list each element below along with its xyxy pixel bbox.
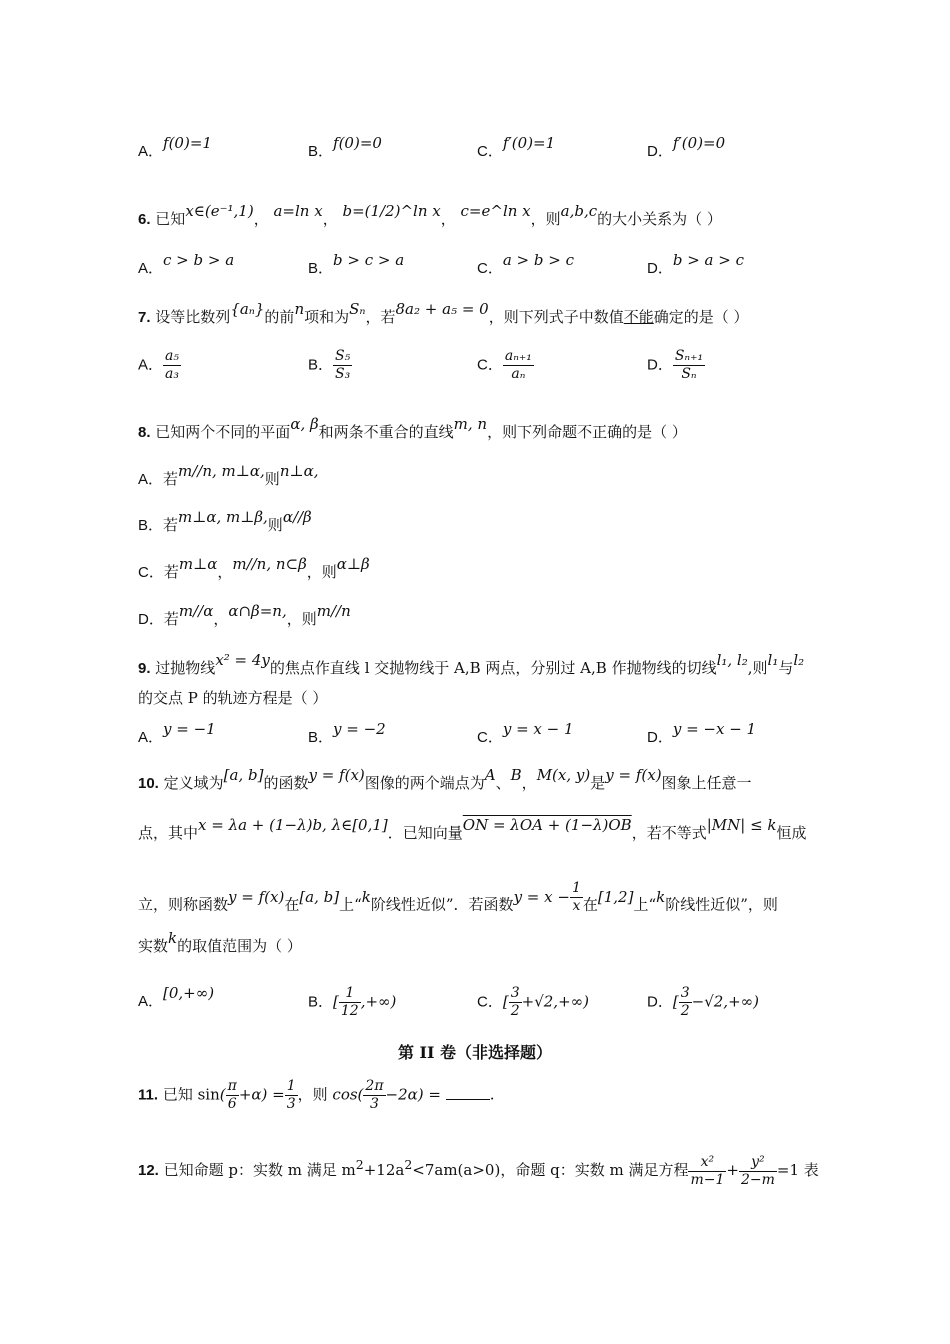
math-expression: n [294,300,305,318]
option-label: C． [477,260,503,277]
question-text: <7am(a>0)，命题 q：实数 m 满足方程 [412,1161,689,1179]
option-label: A． [138,993,164,1010]
math-expression: x = λa + (1−λ)b, λ∈[0,1] [198,816,388,834]
math-expression: ( [219,1085,226,1104]
question-12 [138,1148,820,1189]
denominator: S₃ [335,366,351,382]
q9-option-a [138,720,216,747]
option-expression: y = −1 [163,720,216,738]
question-text: 已知 sin [162,1085,220,1104]
option-expression: f′(0)=0 [672,134,726,152]
question-text: 的取值范围为（ ） [177,937,302,955]
question-text: ，则下列式子中数值 [488,308,624,326]
q6-option-b [308,251,405,278]
question-10-line-2 [138,816,820,844]
numerator: 3 [680,985,690,1001]
question-text: 恒成 [776,824,807,842]
question-8 [138,415,820,444]
option-expression: c > b > a [163,251,235,269]
math-expression: [a, b] [299,887,340,906]
question-text: 项和为 [304,308,350,326]
fraction [363,1078,385,1113]
denominator: Sₙ [681,366,697,382]
question-text: 的函数 [263,774,309,792]
option-expression: f′(0)=1 [502,134,556,152]
numerator: S₅ [335,348,351,364]
option-label: A． [138,356,164,374]
option-expression: −√2,+∞) [691,992,759,1011]
math-expression: k [361,887,371,906]
numerator: π [227,1078,237,1094]
question-text: 上“ [339,895,362,914]
q6-option-c [477,251,574,278]
option-expression: y = −x − 1 [672,720,757,738]
option-expression: y = −2 [333,720,386,738]
question-text: 的大小关系为（ ） [597,210,722,228]
option-label: C． [477,143,503,160]
option-expression: [ [672,992,679,1011]
question-text: 在 [582,895,598,914]
math-expression: y = f(x) [308,766,365,784]
question-11 [138,1078,820,1113]
fraction [163,348,181,383]
math-expression: y = x − [513,887,570,906]
question-text: 的交点 P 的轨迹方程是（ ） [138,689,328,707]
question-text: 定义域为 [163,774,224,792]
numerator: x² [688,1154,726,1172]
option-label: D． [647,729,673,746]
math-expression: +α) = [238,1085,285,1104]
numerator: 2π [365,1078,384,1094]
question-text: ．已知向量 [387,824,463,842]
q7-option-c [477,348,534,383]
math-expression: {aₙ} [230,300,265,318]
math-expression: α⊥β [336,555,370,573]
math-expression: x∈(e⁻¹,1) [185,202,254,220]
q7-option-d [647,348,705,383]
numerator: a₅ [165,348,179,364]
question-number: 11. [138,1086,159,1104]
question-text: 与 [778,659,794,677]
math-expression: [a, b] [223,766,264,784]
operator: + [726,1161,739,1179]
question-10 [138,766,820,795]
denominator: m−1 [690,1171,725,1188]
denominator: 2−m [740,1171,775,1188]
denominator: a₃ [165,366,179,382]
option-text: ，则 [286,610,317,628]
q7-option-b [308,348,352,383]
q9-option-d [647,720,757,747]
math-expression: A [484,766,496,784]
question-text: 的前 [264,308,295,326]
underlined-text: 不能 [623,308,654,326]
option-expression: [ [333,992,339,1011]
fraction [226,1078,239,1113]
question-7 [138,300,820,329]
question-10-line-4 [138,929,820,957]
math-expression: M(x, y) [536,766,591,784]
q8-option-a [138,462,820,491]
option-text: 若 [163,563,179,581]
question-text: 、 [495,774,511,792]
q6-option-d [647,251,744,278]
question-number: 8. [138,424,151,441]
fraction [570,880,583,915]
superscript: 2 [404,1157,413,1172]
fraction [688,1154,726,1189]
fraction [679,985,692,1020]
q9-option-b [308,720,386,747]
question-9 [138,651,820,680]
option-expression: [ [502,992,509,1011]
option-label: C． [138,564,164,581]
question-text: 已知 [155,210,186,228]
question-text: 在 [284,895,300,914]
math-expression: m⊥α [178,555,218,573]
q9-option-c [477,720,574,747]
question-number: 7. [138,309,151,326]
option-label: D． [138,611,164,628]
denominator: 12 [340,1003,359,1019]
question-text: ，则下列命题不正确的是（ ） [487,423,687,441]
question-text: 点，其中 [138,824,199,842]
option-text: ， [217,563,233,581]
option-expression: f(0)=0 [333,134,382,152]
option-label: C． [477,356,503,374]
question-text: 过抛物线 [155,659,216,677]
numerator: 3 [510,985,520,1001]
math-expression: m//n, m⊥α, [178,462,265,480]
denominator: x [572,898,581,914]
question-text: ,则 [747,659,768,677]
option-expression: ,+∞) [360,992,397,1011]
math-expression: B [510,766,522,784]
fraction [339,985,361,1020]
q6-option-a [138,251,235,278]
question-text: ，则 [530,210,561,228]
fraction [503,348,534,383]
answer-blank[interactable] [446,1085,490,1100]
fraction [509,985,522,1020]
question-text: ，若 [365,308,396,326]
option-label: C． [477,993,503,1011]
section-heading: 第 II 卷（非选择题） [397,1043,553,1062]
numerator: aₙ₊₁ [504,348,532,364]
math-expression: x² = 4y [215,651,270,669]
denominator: 6 [227,1096,237,1112]
option-text: 若 [163,516,179,534]
numerator: 1 [571,880,581,896]
option-text: ， [213,610,229,628]
q10-option-c [477,985,589,1020]
math-expression: [1,2] [597,887,634,906]
q8-option-c [138,555,820,584]
math-expression: b=(1/2)^ln x [342,202,441,220]
math-expression: l₁ [767,651,779,669]
option-text: 则 [267,516,283,534]
math-expression: y = f(x) [228,887,285,906]
question-text: =1 表 [776,1161,819,1179]
question-10-line-3 [138,880,820,923]
numerator: Sₙ₊₁ [674,348,704,364]
question-text: 阶线性近似”．若函数 [370,895,514,914]
option-text: 若 [163,470,179,488]
question-text: 确定的是（ ） [653,308,749,326]
question-text: ， [521,774,537,792]
option-label: D． [647,143,673,160]
fraction [673,348,705,383]
fraction [285,1078,298,1113]
question-6: 6. 已知x∈(e⁻¹,1)， a=ln x， b=(1/2)^ln x， c=e^ln x，则a,b,c的大小关系为（ ） [138,202,722,228]
question-number: 6. [138,211,151,228]
math-expression: α∩β=n, [228,602,287,620]
question-text: 是 [590,774,606,792]
option-label: A． [138,260,164,277]
option-expression: f(0)=1 [163,134,212,152]
question-text: 立，则称函数 [138,895,229,914]
math-expression: m//α [178,602,214,620]
denominator: aₙ [511,366,526,382]
option-label: D． [647,260,673,277]
option-label: B． [308,993,334,1011]
math-expression: Sₙ [349,300,366,318]
option-label: B． [138,517,164,534]
math-expression: 8a₂ + a₅ = 0 [395,300,489,318]
option-label: A． [138,471,164,488]
q5-option-a [138,134,212,161]
question-9-line-2 [138,687,820,709]
q10-option-d [647,985,759,1020]
question-text: +12a [363,1161,405,1179]
question-text: 和两条不重合的直线 [318,423,454,441]
q8-option-b [138,508,820,537]
math-expression: α//β [282,508,312,526]
math-expression: l₁, l₂ [716,651,748,669]
question-text: 已知两个不同的平面 [155,423,291,441]
option-label: B． [308,143,334,160]
math-expression: cos( [332,1085,364,1104]
q5-option-d [647,134,726,161]
question-text: ，则 [297,1085,328,1104]
fraction [739,1154,777,1189]
option-text: 若 [163,610,179,628]
math-expression: m, n [453,415,488,433]
option-expression: a > b > c [502,251,574,269]
option-label: A． [138,729,164,746]
denominator: 3 [286,1096,296,1112]
denominator: 2 [680,1003,690,1019]
option-label: D． [647,993,673,1011]
option-text: ，则 [306,563,337,581]
question-text: 图象上任意一 [661,774,752,792]
superscript: 2 [355,1157,364,1172]
option-expression: +√2,+∞) [521,992,589,1011]
question-text: 上“ [633,895,657,914]
question-number: 9. [138,660,151,677]
math-expression: k [656,887,666,906]
math-expression: α, β [290,415,319,433]
q10-option-b [308,985,396,1020]
math-expression: k [168,929,178,947]
math-expression: a=ln x [273,202,323,220]
q10-option-a [138,984,215,1011]
q5-option-c [477,134,556,161]
fraction [333,348,352,383]
q7-option-a [138,348,181,383]
math-expression: m//n [316,602,351,620]
denominator: 2 [510,1003,520,1019]
question-text: . [489,1085,495,1104]
math-expression: l₂ [793,651,805,669]
numerator: 1 [339,985,361,1003]
option-expression: [0,+∞) [163,984,215,1002]
q5-option-b [308,134,382,161]
math-expression: |MN| ≤ k [706,816,777,834]
option-expression: b > a > c [672,251,744,269]
question-number: 10. [138,775,159,792]
question-text: 图像的两个端点为 [364,774,485,792]
option-expression: y = x − 1 [502,720,574,738]
question-text: 设等比数列 [155,308,231,326]
math-expression: m//n, n⊂β [232,555,307,573]
question-text: 的焦点作直线 l 交抛物线于 A,B 两点，分别过 A,B 作抛物线的切线 [269,659,717,677]
math-expression: a,b,c [560,202,598,220]
math-expression: m⊥α, m⊥β, [178,508,268,526]
denominator: 3 [370,1096,379,1112]
q8-option-d [138,602,820,631]
option-label: B． [308,356,334,374]
option-label: C． [477,729,503,746]
question-text: 实数 [138,937,169,955]
option-text: 则 [264,470,280,488]
question-number: 12. [138,1162,159,1179]
option-label: A． [138,143,164,160]
option-expression: b > c > a [333,251,405,269]
math-expression: y = f(x) [605,766,662,784]
option-label: D． [647,356,673,374]
math-expression: n⊥α, [279,462,319,480]
vector-expression: ON = λOA + (1−λ)OB [462,816,632,834]
question-text: 阶线性近似”，则 [665,895,778,914]
question-text: ，若不等式 [631,824,707,842]
option-label: B． [308,260,334,277]
option-label: B． [308,729,334,746]
numerator: y² [739,1154,777,1172]
math-expression: −2α) = [385,1085,441,1104]
question-text: 已知命题 p：实数 m 满足 m [163,1161,356,1179]
numerator: 1 [286,1078,296,1094]
math-expression: c=e^ln x [460,202,531,220]
